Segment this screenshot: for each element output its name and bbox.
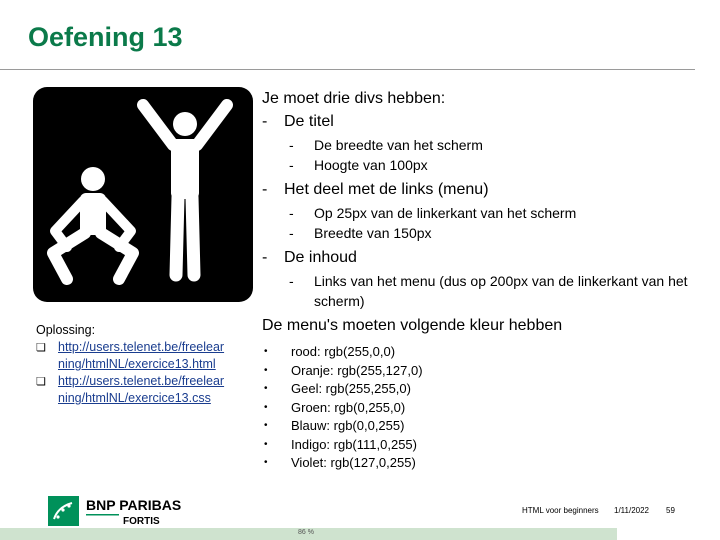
sub-item-text: Links van het menu (dus op 200px van de linkerkant van het scherm) <box>314 273 688 309</box>
dash-bullet: - <box>262 113 268 130</box>
sub-list-item <box>289 271 702 311</box>
bullet-dot-icon: • <box>264 438 268 450</box>
slide-title: Oefening 13 <box>28 22 183 52</box>
bullet-dot-icon: • <box>264 420 268 431</box>
item-label: Het deel met de links (menu) <box>284 181 489 198</box>
solution-block <box>36 322 231 407</box>
color-text: rood: rgb(255,0,0) <box>291 344 396 359</box>
sub-item-text: Op 25px van de linkerkant van het scherm <box>314 205 577 221</box>
sub-list <box>262 135 702 175</box>
logo-line2: FORTIS <box>123 516 160 527</box>
checkbox-bullet-icon: ❏ <box>36 376 46 388</box>
color-text: Blauw: rgb(0,0,255) <box>291 418 405 433</box>
solution-label: Oplossing: <box>36 323 96 337</box>
item-label: De titel <box>284 113 334 130</box>
dash-bullet: - <box>289 225 294 241</box>
sub-item-text: Hoogte van 100px <box>314 157 428 173</box>
color-text: Indigo: rgb(111,0,255) <box>291 436 417 452</box>
color-list-item <box>262 436 702 455</box>
list-item <box>262 111 702 132</box>
dash-bullet: - <box>289 205 294 221</box>
color-text: Geel: rgb(255,255,0) <box>291 381 411 396</box>
sub-item-text: Breedte van 150px <box>314 225 432 241</box>
color-list-item <box>262 362 702 381</box>
sub-list <box>262 203 702 243</box>
menus-heading: De menu's moeten volgende kleur hebben <box>262 317 563 334</box>
color-list-item <box>262 343 702 362</box>
footer-course-title: HTML voor beginners <box>522 506 599 515</box>
progress-label: 86 % <box>298 529 314 536</box>
footer-page-number: 59 <box>666 506 675 515</box>
footer-date: 1/11/2022 <box>614 506 649 515</box>
list-item <box>262 247 702 268</box>
color-list <box>262 343 702 473</box>
bullet-dot-icon: • <box>264 457 268 468</box>
solution-link-css[interactable]: http://users.telenet.be/freelearning/htmlNL/exercice13.css <box>58 374 225 405</box>
solution-link-item <box>36 373 231 407</box>
sub-list-item <box>289 135 702 155</box>
list-item <box>262 179 702 200</box>
dash-bullet: - <box>262 249 268 266</box>
item-label: De inhoud <box>284 249 357 266</box>
color-text: Violet: rgb(127,0,255) <box>291 455 416 470</box>
logo-line1: BNP PARIBAS <box>86 497 182 513</box>
sub-list-item <box>289 155 702 175</box>
dash-bullet: - <box>289 137 294 153</box>
color-text: Groen: rgb(0,255,0) <box>291 399 406 415</box>
exercise-pictogram <box>33 87 253 302</box>
dash-bullet: - <box>262 181 268 198</box>
bnp-paribas-fortis-logo <box>48 496 198 528</box>
color-list-item <box>262 454 702 473</box>
solution-link-html[interactable]: http://users.telenet.be/freelearning/htmlNL/exercice13.html <box>58 340 225 371</box>
color-list-item <box>262 380 702 399</box>
slide-content <box>262 88 702 473</box>
title-divider <box>0 69 695 70</box>
color-list-item <box>262 399 702 418</box>
sub-list <box>262 271 702 311</box>
color-list-item <box>262 417 702 436</box>
color-text: Oranje: rgb(255,127,0) <box>291 362 423 378</box>
solution-link-item <box>36 339 231 373</box>
bullet-dot-icon: • <box>264 401 268 413</box>
sub-item-text: De breedte van het scherm <box>314 137 483 153</box>
dash-bullet: - <box>289 157 294 173</box>
checkbox-bullet-icon: ❏ <box>36 342 46 354</box>
sub-list-item <box>289 223 702 243</box>
sub-list-item <box>289 203 702 223</box>
intro-text: Je moet drie divs hebben: <box>262 90 446 107</box>
bullet-dot-icon: • <box>264 383 268 394</box>
dash-bullet: - <box>289 273 294 289</box>
bullet-dot-icon: • <box>264 346 268 357</box>
bullet-dot-icon: • <box>264 364 268 376</box>
